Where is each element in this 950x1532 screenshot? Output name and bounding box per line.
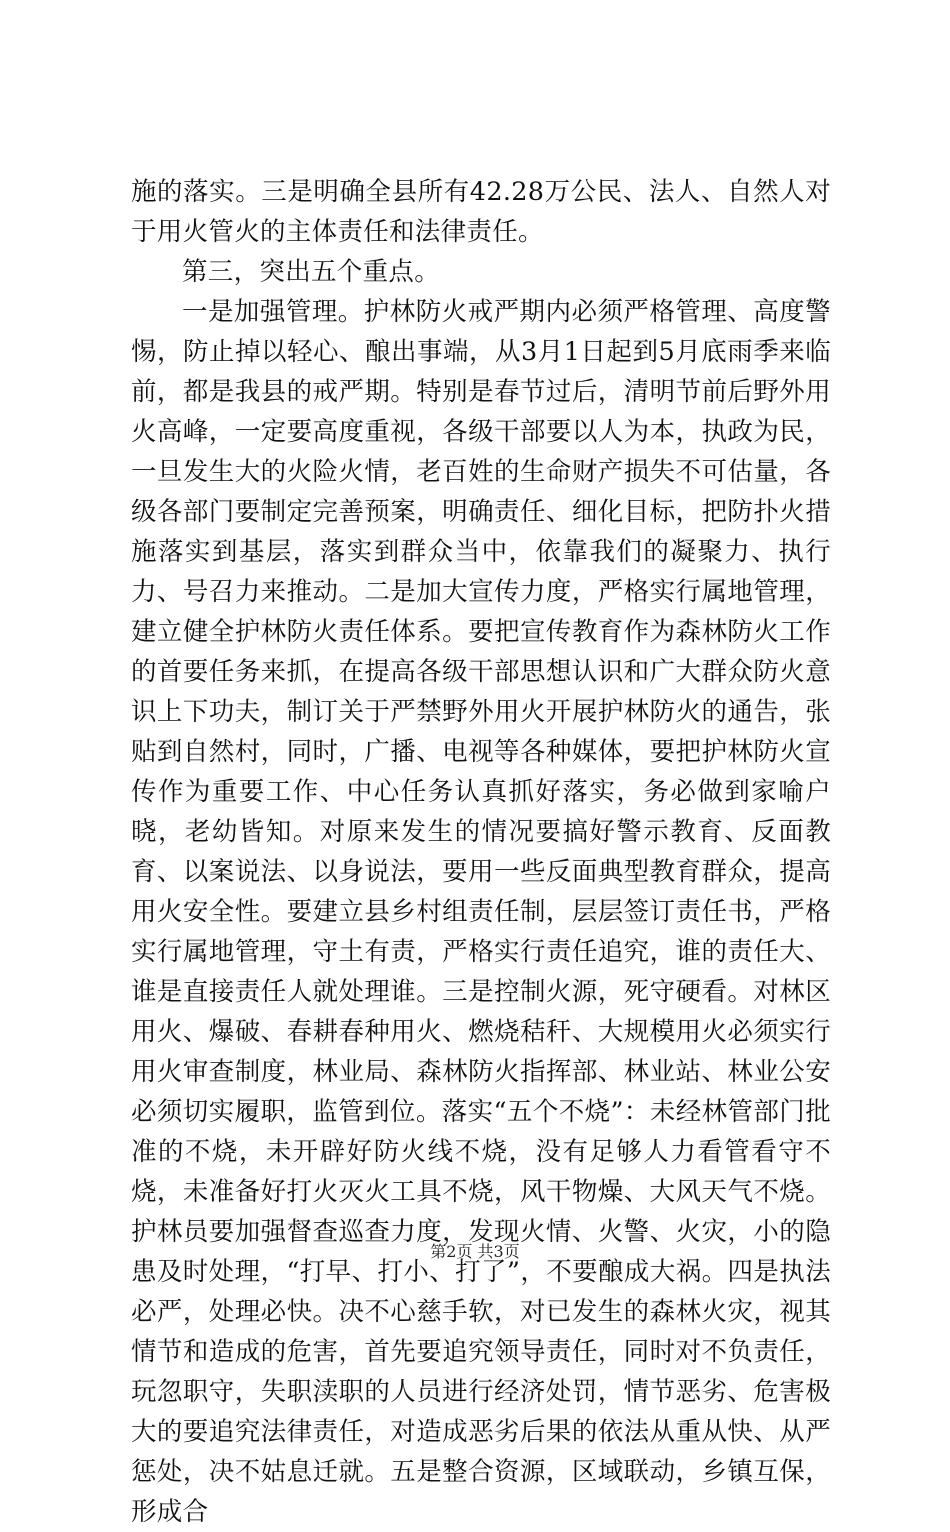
paragraph-body: 一是加强管理。护林防火戒严期内必须严格管理、高度警惕，防止掉以轻心、酿出事端，从3月1日起到5月底雨季来临前，都是我县的戒严期。特别是春节过后，清明节前后野外用火高峰，一定要高度重视，各级干部要以人为本，执政为民，一旦发生大的火险火情，老百姓的生命财产损失不可估量，各级各部门要制定完善预案，明确责任、细化目标，把防扑火措施落实到基层，落实到群众当中，依靠我们的凝聚力、执行力、号召力来推动。二是加大宣传力度，严格实行属地管理，建立健全护林防火责任体系。要把宣传教育作为森林防火工作的首要任务来抓，在提高各级干部思想认识和广大群众防火意识上下功夫，制订关于严禁野外用火开展护林防火的通告，张贴到自然村，同时，广播、电视等各种媒体，要把护林防火宣传作为重要工作、中心任务认真抓好落实，务必做到家喻户晓，老幼皆知。对原来发生的情况要搞好警示教育、反面教育、以案说法、以身说法，要用一些反面典型教育群众，提高用火安全性。要建立县乡村组责任制，层层签订责任书，严格实行属地管理，守土有责，严格实行责任追究，谁的责任大、谁是直接责任人就处理谁。三是控制火源，死守硬看。对林区用火、爆破、春耕春种用火、燃烧秸秆、大规模用火必须实行用火审查制度，林业局、森林防火指挥部、林业站、林业公安必须切实履职，监管到位。落实“五个不烧”：未经林管部门批准的不烧，未开辟好防火线不烧，没有足够人力看管看守不烧，未准备好打火灭火工具不烧，风干物燥、大风天气不烧。护林员要加强督查巡查力度，发现火情、火警、火灾，小的隐患及时处理，“打早、打小、打了”，不要酿成大祸。四是执法必严，处理必快。决不心慈手软，对已发生的森林火灾，视其情节和造成的危害，首先要追究领导责任，同时对不负责任，玩忽职守，失职渎职的人员进行经济处罚，情节恶劣、危害极大的要追究法律责任，对造成恶劣后果的依法从重从快、从严惩处，决不姑息迁就。五是整合资源，区域联动，乡镇互保，形成合 xyxy=(131,297,831,1527)
document-body xyxy=(131,172,831,1532)
page-footer xyxy=(0,1240,950,1264)
paragraph-continuation: 施的落实。三是明确全县所有42.28万公民、法人、自然人对于用火管火的主体责任和法律责任。 xyxy=(131,177,831,247)
page-number: 第2页 共3页 xyxy=(430,1242,520,1261)
paragraph-section-heading: 第三，突出五个重点。 xyxy=(182,257,441,287)
